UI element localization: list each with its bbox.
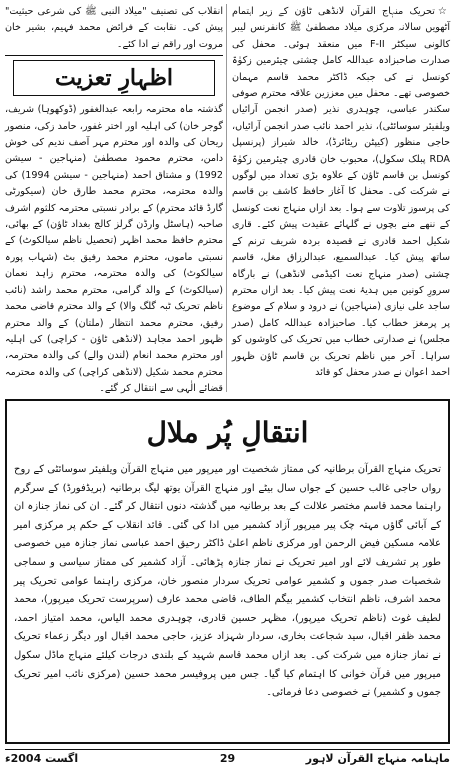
column-divider <box>226 4 227 392</box>
continuation-paragraph: انقلاب کی تصنیف "میلاد النبی ﷺ کی شرعی حیثیت" پیش کی۔ نقابت کے فرائض محمد فہیم، بشیر خان مروت اور راقم نے ادا کئے۔ <box>5 6 223 50</box>
section-divider <box>5 55 223 56</box>
footer-divider <box>5 749 450 750</box>
page-footer <box>5 752 450 770</box>
obituary-box <box>5 399 450 744</box>
left-column <box>5 4 223 398</box>
journal-name: ماہنامہ منہاج القرآن لاہور <box>305 752 450 765</box>
page-number: 29 <box>219 752 236 765</box>
condolence-paragraph: گذشتہ ماہ محترمہ رابعہ عبدالغفور (ڈوکھوہا) شریف، گوجر خان) کی اہلیہ اور اختر غفور، حامد زکی، منصور ریحان کی والدہ اور محترم مہر آصف ندیم کی خوش دامن، محترم محمود مصطفیٰ (منہاجین - سیشن 1992) و مشتاق احمد (منہاجین - سیشن 1994) کی والدہ محترمہ، محترم محمد طارق خان (سیکورٹی گارڈ قائد محترم) کے برادر نسبتی محترمہ کلثوم اشرف صاحبہ (ہاسٹل وارڈن گرلز کالج بغداد ٹاؤن) کے بھائی، محترم حافظ محمد اظہر (تحصیل ناظم سیالکوٹ) کے نسبتی ماموں، محترم محمد رفیق بٹ (شہاب پورہ سیالکوٹ) کی والدہ محترمہ، محترم زاہد نعمان (سیالکوٹ) کے والد گرامی، محترم محمد راشد (نائب ناظم تحریک ٹبہ گلگ والا) کے والد محترم قاضی محمد رفیق، محترم محمد انتظار (ملتان) کے والد محترم ظہور احمد مجاہد (لانڈھی ٹاؤن - کراچی) کی اہلیہ اور محترم محمد انعام (لندن والے) کی والدہ محترمہ، محترم محمد شکیل (لانڈھی کراچی) کی والدہ محترمہ قضائے الٰہی سے انتقال کر گئے۔ <box>5 104 223 395</box>
obituary-paragraph: تحریک منہاج القرآن برطانیہ کی ممتاز شخصیت اور میرپور میں منہاج القرآن ویلفیئر سوسائٹی کے روح رواں حاجی غالب حسین کے جواں سال بیٹے اور منہاج القرآن یوتھ لیگ برطانیہ (بریڈفورڈ) کے سرگرم راہنما محمد قاسم مختصر علالت کے بعد برطانیہ میں گذشتہ دنوں انتقال کر گئے۔ ان کی نماز جنازہ ان کے آبائی گاؤں مہتہ چک پیر میرپور آزاد کشمیر میں ادا کی گئی۔ قائد انقلاب کے حکم پر مرکزی امیر علامہ مسکین فیض الرحمن اور مرکزی ناظم اعلیٰ ڈاکٹر رحیق احمد عباسی نماز جنازہ میں خصوصی طور پر تشریف لائے اور امیر تحریک نے نماز جنازہ پڑھائی۔ آزاد کشمیر کی ممتاز سیاسی و سماجی شخصیات صدر جموں و کشمیر عوامی تحریک سردار منصور خان، مرکزی راہنما عوامی تحریک پیر محمد اشرف، ناظم انتخاب کشمیر بیگم الطاف، قاضی محمد عارف (سرپرست تحریک میرپور)، محمد لطیف غوث (ناظم تحریک میرپور)، مظہر حسین قادری، چوہدری محمد الیاس، محمد امتیاز احمد، محمد ظفر اقبال، سید شجاعت بخاری، سردار شہزاد عزیز، حاجی محمد اقبال اور دیگر زعماء تحریک نے نماز جنازہ میں شرکت کی۔ بعد ازاں محمد قاسم شہید کے بلندی درجات کیلئے منہاج ماڈل سکول میرپور میں قرآن خوانی کا اہتمام کیا گیا۔ جس میں پروفیسر محمد حسین (مرکزی نائب امیر تحریک جموں و کشمیر) نے خصوصی دعا فرمائی۔ <box>14 464 441 699</box>
news-paragraph <box>232 4 450 381</box>
obituary-title: انتقالِ پُر ملال <box>146 416 309 449</box>
condolence-heading: اظہارِ تعزیت <box>13 60 215 96</box>
issue-date: اگست 2004ء <box>5 752 79 765</box>
star-icon: ☆ <box>437 6 450 17</box>
right-column <box>232 4 450 381</box>
news-text: تحریک منہاج القرآن لانڈھی ٹاؤن کے زیر اہتمام آٹھویں سالانہ مرکزی میلاد مصطفیٰ ﷺ کانفرنس لیبر کالونی سیکٹر F-II میں منعقد ہوئی۔ محفل کی صدارت صاحبزادہ عبداللہ کامل چشتی چیئرمین زکوٰۃ کونسل نے کی جبکہ ڈاکٹر محمد قاسم مہمان خصوصی تھے۔ محفل میں معززین علاقہ محترم صوفی سکندر عباسی، چوہدری نذیر (صدر انجمن آرائیاں ویلفیئر سوسائٹی)، نذیر احمد نائب صدر انجمن آرائیاں، حاجی منظور (کیپٹن ریٹائرڈ)، خالد شیراز (پرنسپل RDA پبلک سکول)، محبوب خان قادری چیئرمین زکوٰۃ کونسل بن قاسم ٹاؤن کے علاوہ بڑی تعداد میں لوگوں نے شرکت کی۔ محفل کا آغاز حافظ کاشف بن قاسم کی پرسوز تلاوت سے ہوا۔ بعد ازاں منہاج نعت کونسل کے ننھے منے بچوں نے گلہائے عقیدت پیش کئے۔ قاری شکیل احمد قادری نے قصیدہ بردہ شریف ترنم کے ساتھ پیش کیا۔ عبدالسمیع، عبدالرزاق مغل، قاسم چشتی (صدر منہاج نعت اکیڈمی لانڈھی) نے بارگاہ سرورِ کونین میں ہدیۂ نعت پیش کیا۔ بعد ازاں محترم ساجد علی نیازی (منہاجین) نے درود و سلام کے موضوع پر پرمغز خطاب کیا۔ صاحبزادہ عبداللہ کامل (صدر مجلس) نے صدارتی خطاب میں تحریک کی کاوشوں کو سراہا۔ آخر میں ناظم تحریک بن قاسم ٹاؤن ظہور احمد اعوان نے صدر محفل کو قائد <box>232 6 451 378</box>
